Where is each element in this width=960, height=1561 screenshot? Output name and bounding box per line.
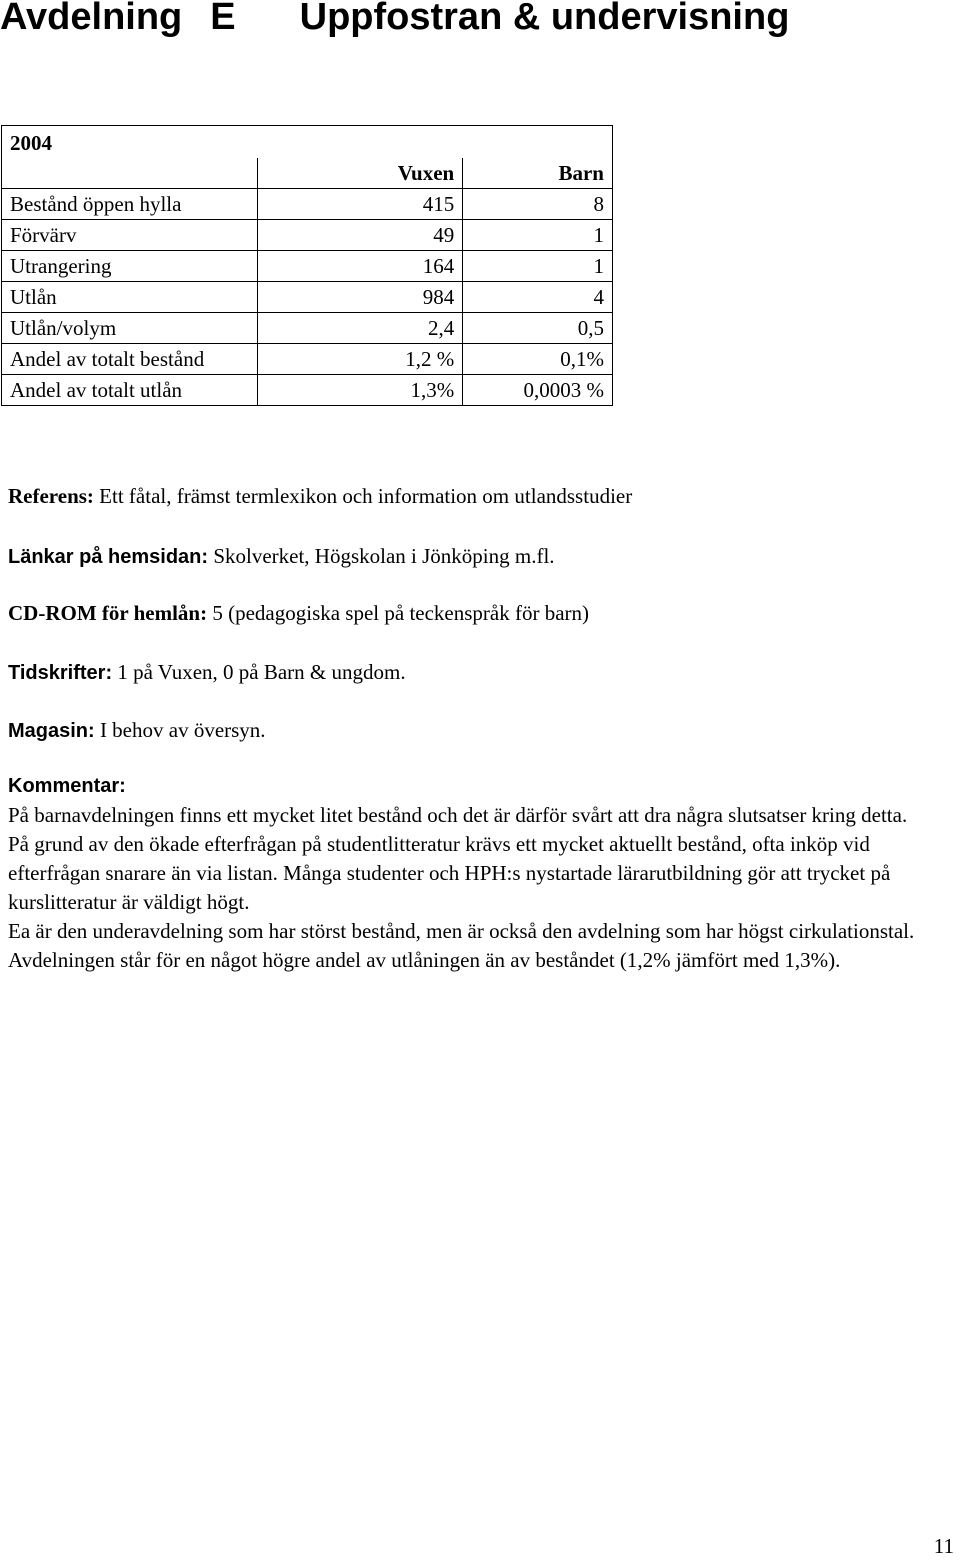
row-vuxen-value: 164: [257, 251, 462, 282]
info-cdrom: [8, 598, 589, 628]
row-barn-value: 1: [463, 251, 613, 282]
row-label: Andel av totalt utlån: [2, 375, 258, 406]
info-tidskrifter-text: 1 på Vuxen, 0 på Barn & ungdom.: [117, 660, 406, 684]
column-header-label: [2, 158, 258, 189]
heading-title: Uppfostran & undervisning: [299, 0, 790, 38]
row-label: Förvärv: [2, 220, 258, 251]
page-number: 11: [933, 1534, 954, 1558]
table-row: [2, 220, 613, 251]
info-magasin: [8, 715, 266, 746]
info-tidskrifter-label: Tidskrifter:: [8, 662, 113, 684]
row-barn-value: 8: [463, 189, 613, 220]
heading-prefix: Avdelning: [0, 0, 183, 38]
row-barn-value: 0,5: [463, 313, 613, 344]
info-tidskrifter: [8, 657, 406, 688]
row-label: Utlån: [2, 282, 258, 313]
table-row: [2, 251, 613, 282]
column-header-barn: Barn: [558, 161, 604, 185]
commentary-label-text: Kommentar:: [8, 775, 126, 797]
row-vuxen-value: 1,2 %: [257, 344, 462, 375]
info-lankar-text: Skolverket, Högskolan i Jönköping m.fl.: [213, 544, 555, 568]
row-vuxen-value: 49: [257, 220, 462, 251]
info-referens-label: Referens:: [8, 484, 94, 508]
table-row: [2, 282, 613, 313]
heading-code: E: [210, 0, 236, 38]
row-label: Utlån/volym: [2, 313, 258, 344]
info-magasin-label: Magasin:: [8, 720, 95, 742]
table-row: [2, 313, 613, 344]
table-row: [2, 189, 613, 220]
row-vuxen-value: 984: [257, 282, 462, 313]
statistics-table: [1, 125, 613, 406]
row-vuxen-value: 415: [257, 189, 462, 220]
info-referens: [8, 481, 632, 511]
page-heading: [0, 0, 789, 40]
table-year-row: [2, 126, 613, 159]
commentary-paragraph: På grund av den ökade efterfrågan på studentlitteratur krävs ett mycket aktuellt bestånd, ofta inköp vid efterfrågan snarare än via listan. Många studenter och HPH:s nystartade lärarutbildning gör att trycket på kurslitteratur är väldigt högt.: [8, 832, 891, 914]
row-label: Utrangering: [2, 251, 258, 282]
commentary-label: [8, 771, 953, 801]
table-row: [2, 375, 613, 406]
table-header-row: [2, 158, 613, 189]
commentary-paragraph: Ea är den underavdelning som har störst bestånd, men är också den avdelning som har högst cirkulationstal.: [8, 919, 915, 943]
row-vuxen-value: 1,3%: [257, 375, 462, 406]
commentary-section: [8, 771, 953, 975]
info-referens-text: Ett fåtal, främst termlexikon och information om utlandsstudier: [99, 484, 633, 508]
row-vuxen-value: 2,4: [257, 313, 462, 344]
commentary-paragraph: Avdelningen står för en något högre andel av utlåningen än av beståndet (1,2% jämfört med 1,3%).: [8, 948, 841, 972]
table-year: 2004: [10, 131, 52, 155]
row-barn-value: 1: [463, 220, 613, 251]
row-barn-value: 0,1%: [463, 344, 613, 375]
info-lankar-label: Länkar på hemsidan:: [8, 546, 209, 568]
row-label: Bestånd öppen hylla: [2, 189, 258, 220]
row-barn-value: 4: [463, 282, 613, 313]
info-lankar: [8, 541, 555, 572]
info-cdrom-text: 5 (pedagogiska spel på teckenspråk för barn): [212, 601, 590, 625]
info-magasin-text: I behov av översyn.: [99, 718, 266, 742]
info-cdrom-label: CD-ROM för hemlån:: [8, 601, 208, 625]
commentary-paragraph: På barnavdelningen finns ett mycket litet bestånd och det är därför svårt att dra några slutsatser kring detta.: [8, 803, 908, 827]
row-barn-value: 0,0003 %: [463, 375, 613, 406]
table-row: [2, 344, 613, 375]
column-header-vuxen: Vuxen: [257, 158, 462, 189]
row-label: Andel av totalt bestånd: [2, 344, 258, 375]
